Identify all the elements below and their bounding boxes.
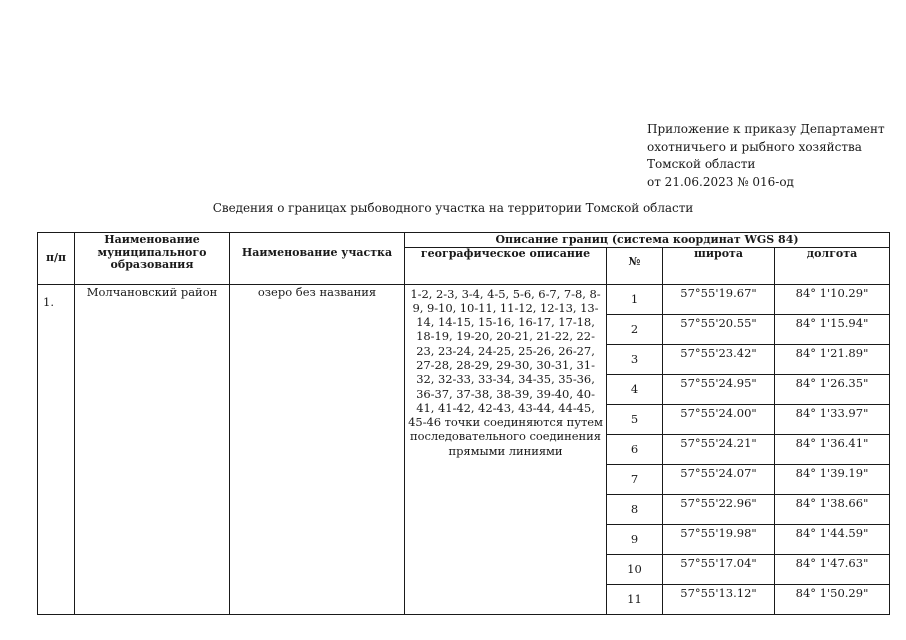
point-longitude: 84° 1'36.41" [775, 434, 890, 464]
table-row [38, 284, 890, 314]
header-line-3: Томской области [647, 157, 756, 171]
point-latitude: 57°55'22.96" [663, 494, 775, 524]
header-line-2: охотничьего и рыбного хозяйства [647, 139, 862, 154]
header-line-4: от 21.06.2023 № 016-од [647, 174, 794, 189]
point-number: 11 [607, 584, 663, 614]
document-title: Сведения о границах рыбоводного участка на территории Томской области [212, 201, 694, 215]
area-name: озеро без названия [230, 284, 405, 614]
point-latitude: 57°55'24.95" [663, 374, 775, 404]
row-index: 1. [38, 284, 75, 614]
header-line-1: Приложение к приказу Департамент [647, 122, 885, 136]
point-longitude: 84° 1'50.29" [775, 584, 890, 614]
point-longitude: 84° 1'15.94" [775, 314, 890, 344]
point-number: 3 [607, 344, 663, 374]
point-latitude: 57°55'13.12" [663, 584, 775, 614]
point-longitude: 84° 1'38.66" [775, 494, 890, 524]
point-number: 1 [607, 284, 663, 314]
point-number: 6 [607, 434, 663, 464]
point-number: 8 [607, 494, 663, 524]
borders-table [37, 232, 890, 615]
header-area-name: Наименование участка [230, 233, 405, 285]
point-latitude: 57°55'17.04" [663, 554, 775, 584]
point-longitude: 84° 1'44.59" [775, 524, 890, 554]
point-longitude: 84° 1'33.97" [775, 404, 890, 434]
point-latitude: 57°55'24.21" [663, 434, 775, 464]
municipality-name: Молчановский район [75, 284, 230, 614]
point-latitude: 57°55'23.42" [663, 344, 775, 374]
point-longitude: 84° 1'47.63" [775, 554, 890, 584]
point-latitude: 57°55'24.07" [663, 464, 775, 494]
order-appendix-header [647, 121, 897, 191]
point-number: 10 [607, 554, 663, 584]
header-latitude: широта [663, 247, 775, 284]
point-latitude: 57°55'19.98" [663, 524, 775, 554]
point-latitude: 57°55'24.00" [663, 404, 775, 434]
point-longitude: 84° 1'10.29" [775, 284, 890, 314]
header-longitude: долгота [775, 247, 890, 284]
point-number: 7 [607, 464, 663, 494]
header-point-number: № [607, 247, 663, 284]
header-geo-description: географическое описание [405, 247, 607, 284]
point-number: 9 [607, 524, 663, 554]
point-number: 5 [607, 404, 663, 434]
point-latitude: 57°55'20.55" [663, 314, 775, 344]
header-pp: п/п [38, 233, 75, 285]
header-municipality: Наименование муниципального образования [75, 233, 230, 285]
geo-description: 1-2, 2-3, 3-4, 4-5, 5-6, 6-7, 7-8, 8-9, 9-10, 10-11, 11-12, 12-13, 13-14, 14-15, 15-16, 16-17, 17-18, 18-19, 19-20, 20-21, 21-22, 22-23, 23-24, 24-25, 25-26, 26-27, 27-28, 28-29, 29-30, 30-31, 31-32, 32-33, 33-34, 34-35, 35-36, 36-37, 37-38, 38-39, 39-40, 40-41, 41-42, 42-43, 43-44, 44-45, 45-46 точки соединяются путем последовательного соединения прямыми линиями [405, 284, 607, 614]
point-latitude: 57°55'19.67" [663, 284, 775, 314]
point-number: 4 [607, 374, 663, 404]
point-longitude: 84° 1'21.89" [775, 344, 890, 374]
point-number: 2 [607, 314, 663, 344]
header-borders-description: Описание границ (система координат WGS 84) [405, 233, 890, 248]
point-longitude: 84° 1'39.19" [775, 464, 890, 494]
point-longitude: 84° 1'26.35" [775, 374, 890, 404]
